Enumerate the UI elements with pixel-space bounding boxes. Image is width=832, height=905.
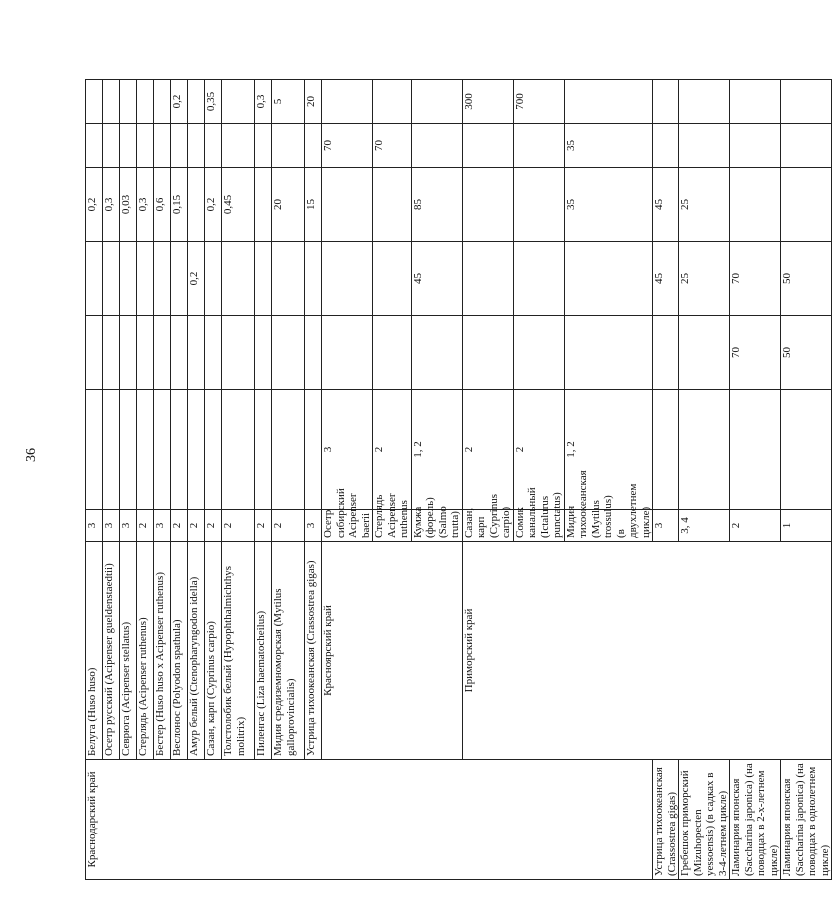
species-cell: Толстолобик белый (Hypophthalmichthys molitrix) (222, 542, 255, 760)
category-cell: 1, 2 (411, 390, 462, 510)
value-cell (137, 80, 154, 124)
value-cell (188, 80, 205, 124)
value-cell (188, 168, 205, 242)
species-cell: Севрюга (Acipenser stellatus) (120, 542, 137, 760)
value-cell (222, 316, 255, 390)
species-cell: Сазан, карп (Cyprinus carpio) (462, 510, 513, 542)
value-cell (137, 124, 154, 168)
rotated-table-wrapper (85, 80, 831, 880)
category-cell: 2 (205, 510, 222, 542)
value-cell (103, 390, 120, 510)
value-cell (653, 390, 679, 510)
value-cell (137, 390, 154, 510)
value-cell (411, 124, 462, 168)
value-cell (255, 242, 272, 316)
value-cell: 0,35 (205, 80, 222, 124)
value-cell (462, 242, 513, 316)
value-cell (679, 80, 730, 124)
value-cell (653, 80, 679, 124)
value-cell (411, 316, 462, 390)
value-cell (120, 80, 137, 124)
species-cell: Мидия тихоокеанская (Mytilus trossulus) (в двухлетнем цикле) (564, 510, 653, 542)
value-cell (513, 242, 564, 316)
category-cell: 2 (373, 390, 412, 510)
value-cell (322, 316, 373, 390)
species-cell: Белуга (Huso huso) (86, 542, 103, 760)
value-cell: 0,2 (205, 168, 222, 242)
value-cell (154, 242, 171, 316)
value-cell: 0,15 (171, 168, 188, 242)
category-cell: 2 (462, 390, 513, 510)
value-cell: 70 (730, 316, 781, 390)
species-cell: Веслонос (Polyodon spathula) (171, 542, 188, 760)
value-cell (679, 316, 730, 390)
value-cell (513, 168, 564, 242)
value-cell (86, 390, 103, 510)
value-cell (730, 168, 781, 242)
value-cell: 50 (781, 316, 832, 390)
value-cell (564, 80, 653, 124)
species-cell: Ламинария японская (Saccharina japonica) (на поводцах в однолетнем цикле) (781, 760, 832, 880)
value-cell (305, 124, 322, 168)
value-cell: 0,3 (103, 168, 120, 242)
species-cell: Стерлядь Acipenser ruthenus (373, 510, 412, 542)
value-cell (513, 316, 564, 390)
region-cell: Красноярский край (322, 542, 463, 760)
species-cell: Стерлядь (Acipenser ruthenus) (137, 542, 154, 760)
value-cell: 20 (272, 168, 305, 242)
value-cell (154, 316, 171, 390)
value-cell (322, 80, 373, 124)
value-cell (679, 390, 730, 510)
category-cell: 3 (154, 510, 171, 542)
category-cell: 3 (86, 510, 103, 542)
value-cell: 0,2 (86, 168, 103, 242)
category-cell: 3, 4 (679, 510, 730, 542)
species-cell: Осетр сибирский Acipenser baerii (322, 510, 373, 542)
value-cell: 45 (653, 168, 679, 242)
species-cell: Амур белый (Ctenopharyngodon idella) (188, 542, 205, 760)
value-cell (373, 80, 412, 124)
value-cell (103, 316, 120, 390)
value-cell (222, 242, 255, 316)
value-cell (462, 124, 513, 168)
value-cell (653, 124, 679, 168)
species-cell: Осетр русский (Acipenser gueldenstaedtii) (103, 542, 120, 760)
value-cell (205, 390, 222, 510)
value-cell (188, 124, 205, 168)
table-row (86, 80, 103, 880)
value-cell (205, 316, 222, 390)
value-cell: 70 (373, 124, 412, 168)
category-cell: 2 (137, 510, 154, 542)
value-cell (272, 390, 305, 510)
value-cell (103, 242, 120, 316)
value-cell (154, 124, 171, 168)
category-cell: 2 (730, 510, 781, 542)
value-cell: 45 (653, 242, 679, 316)
value-cell (171, 390, 188, 510)
value-cell: 300 (462, 80, 513, 124)
value-cell: 0,2 (188, 242, 205, 316)
value-cell (120, 390, 137, 510)
species-cell: Пиленгас (Liza haematocheilus) (255, 542, 272, 760)
value-cell (222, 80, 255, 124)
value-cell (86, 124, 103, 168)
value-cell (373, 242, 412, 316)
value-cell (205, 124, 222, 168)
quota-table (85, 79, 832, 880)
value-cell (730, 124, 781, 168)
category-cell: 3 (120, 510, 137, 542)
value-cell: 35 (564, 124, 653, 168)
value-cell (373, 316, 412, 390)
region-cell: Краснодарский край (86, 760, 653, 880)
value-cell: 45 (411, 242, 462, 316)
value-cell: 50 (781, 242, 832, 316)
value-cell: 0,03 (120, 168, 137, 242)
value-cell (154, 390, 171, 510)
value-cell (781, 390, 832, 510)
value-cell (86, 242, 103, 316)
category-cell: 3 (103, 510, 120, 542)
value-cell (730, 80, 781, 124)
table-row (781, 80, 832, 880)
value-cell: 25 (679, 168, 730, 242)
value-cell: 35 (564, 168, 653, 242)
table-row (679, 80, 730, 880)
value-cell: 70 (730, 242, 781, 316)
value-cell (171, 242, 188, 316)
value-cell (272, 242, 305, 316)
value-cell (255, 124, 272, 168)
region-cell: Приморский край (462, 542, 832, 760)
value-cell (564, 242, 653, 316)
value-cell: 0,6 (154, 168, 171, 242)
value-cell: 15 (305, 168, 322, 242)
value-cell (154, 80, 171, 124)
category-cell: 3 (322, 390, 373, 510)
value-cell (653, 316, 679, 390)
value-cell (305, 242, 322, 316)
value-cell: 0,2 (171, 80, 188, 124)
category-cell: 2 (222, 510, 255, 542)
value-cell (272, 316, 305, 390)
value-cell (205, 242, 222, 316)
value-cell (781, 168, 832, 242)
value-cell (103, 80, 120, 124)
value-cell (322, 242, 373, 316)
value-cell (255, 168, 272, 242)
value-cell: 25 (679, 242, 730, 316)
value-cell (171, 316, 188, 390)
value-cell: 0,45 (222, 168, 255, 242)
value-cell (188, 316, 205, 390)
category-cell: 3 (305, 510, 322, 542)
value-cell (781, 124, 832, 168)
value-cell (137, 242, 154, 316)
species-cell: Сомик канальный (Ictalurus punctatus) (513, 510, 564, 542)
species-cell: Устрица тихоокеанская (Crassostrea gigas) (305, 542, 322, 760)
value-cell: 700 (513, 80, 564, 124)
category-cell: 2 (272, 510, 305, 542)
table-row (653, 80, 679, 880)
species-cell: Устрица тихоокеанская (Crassostrea gigas) (653, 760, 679, 880)
species-cell: Сазан, карп (Cyprinus carpio) (205, 542, 222, 760)
value-cell (730, 390, 781, 510)
value-cell: 0,3 (137, 168, 154, 242)
value-cell (781, 80, 832, 124)
value-cell (462, 168, 513, 242)
value-cell: 20 (305, 80, 322, 124)
table-row (730, 80, 781, 880)
value-cell (462, 316, 513, 390)
species-cell: Мидия средиземноморская (Mytilus galloprovincialis) (272, 542, 305, 760)
value-cell: 0,3 (255, 80, 272, 124)
value-cell (120, 316, 137, 390)
value-cell (255, 390, 272, 510)
page-number: 36 (24, 448, 39, 462)
value-cell (272, 124, 305, 168)
value-cell (305, 390, 322, 510)
value-cell (322, 168, 373, 242)
value-cell (222, 390, 255, 510)
value-cell (86, 316, 103, 390)
value-cell (137, 316, 154, 390)
value-cell (120, 124, 137, 168)
table-body (86, 80, 832, 880)
species-cell: Ламинария японская (Saccharina japonica) (на поводцах в 2-х-летнем цикле) (730, 760, 781, 880)
value-cell (564, 316, 653, 390)
category-cell: 3 (653, 510, 679, 542)
category-cell: 2 (255, 510, 272, 542)
category-cell: 1 (781, 510, 832, 542)
value-cell: 85 (411, 168, 462, 242)
value-cell (255, 316, 272, 390)
value-cell (86, 80, 103, 124)
value-cell (103, 124, 120, 168)
value-cell (222, 124, 255, 168)
value-cell: 5 (272, 80, 305, 124)
value-cell (679, 124, 730, 168)
value-cell (411, 80, 462, 124)
value-cell (305, 316, 322, 390)
species-cell: Бестер (Huso huso x Acipenser ruthenus) (154, 542, 171, 760)
category-cell: 2 (513, 390, 564, 510)
value-cell (373, 168, 412, 242)
species-cell: Кумжа (форель) (Salmo trutta) (411, 510, 462, 542)
value-cell (120, 242, 137, 316)
value-cell (513, 124, 564, 168)
category-cell: 2 (171, 510, 188, 542)
value-cell: 70 (322, 124, 373, 168)
category-cell: 2 (188, 510, 205, 542)
value-cell (171, 124, 188, 168)
category-cell: 1, 2 (564, 390, 653, 510)
value-cell (188, 390, 205, 510)
species-cell: Гребешок приморский (Mizuhopecten yessoensis) (в садках в 3-4-летнем цикле) (679, 760, 730, 880)
